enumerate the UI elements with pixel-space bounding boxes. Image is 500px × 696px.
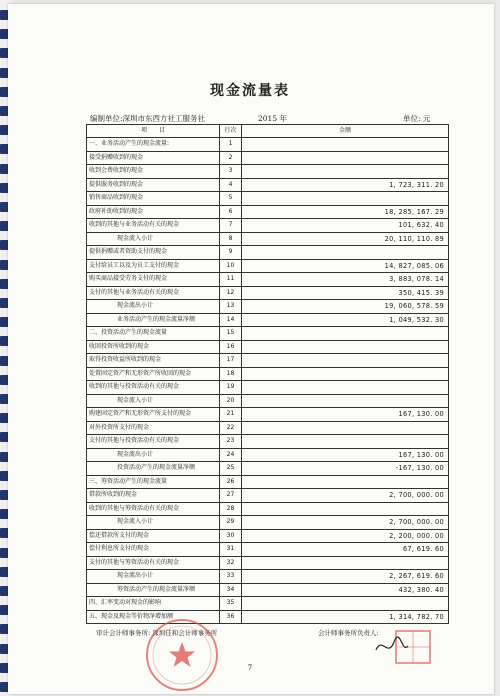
firm-partner-label: 会计师事务所负责人:	[318, 629, 379, 637]
row-item: 四、汇率变动对现金的影响	[87, 597, 220, 611]
row-amount	[242, 394, 449, 408]
table-row	[87, 192, 449, 206]
row-item: 取得投资收益所收到的现金	[87, 354, 220, 368]
table-row	[87, 408, 449, 422]
table-row	[87, 313, 449, 327]
table-row	[87, 286, 449, 300]
row-amount: 18, 285, 167. 29	[242, 205, 449, 219]
row-line-number: 13	[220, 300, 242, 314]
table-row	[87, 219, 449, 233]
row-item: 接受捐赠收到的现金	[87, 151, 220, 165]
table-row	[87, 583, 449, 597]
row-line-number: 18	[220, 367, 242, 381]
table-row	[87, 435, 449, 449]
table-row	[87, 448, 449, 462]
table-row	[87, 138, 449, 152]
row-amount	[242, 435, 449, 449]
row-item: 现金流入小计	[87, 232, 220, 246]
table-row	[87, 529, 449, 543]
row-line-number: 27	[220, 489, 242, 503]
row-amount	[242, 421, 449, 435]
row-item: 偿还借款所支付的现金	[87, 529, 220, 543]
row-line-number: 15	[220, 327, 242, 341]
row-line-number: 29	[220, 516, 242, 530]
table-row	[87, 381, 449, 395]
row-amount	[242, 165, 449, 179]
table-row	[87, 259, 449, 273]
row-amount	[242, 138, 449, 152]
row-line-number: 1	[220, 138, 242, 152]
row-line-number: 16	[220, 340, 242, 354]
row-item: 政府补助收到的现金	[87, 205, 220, 219]
row-amount	[242, 367, 449, 381]
row-line-number: 22	[220, 421, 242, 435]
row-item: 支付给员工以及为员工支付的现金	[87, 259, 220, 273]
row-line-number: 5	[220, 192, 242, 206]
row-line-number: 31	[220, 543, 242, 557]
row-item: 现金流出小计	[87, 300, 220, 314]
row-amount: 1, 723, 311. 20	[242, 178, 449, 192]
row-amount: 1, 049, 532. 30	[242, 313, 449, 327]
auditor-firm: 审计会计师事务所: 深圳佳和会计师事务所	[96, 629, 218, 637]
auditor-seal-stamp	[142, 615, 222, 695]
table-row	[87, 151, 449, 165]
row-item: 支付的其他与筹资活动有关的现金	[87, 556, 220, 570]
row-amount: 101, 632. 40	[242, 219, 449, 233]
row-line-number: 7	[220, 219, 242, 233]
table-row	[87, 273, 449, 287]
table-row	[87, 516, 449, 530]
table-row	[87, 246, 449, 260]
row-line-number: 20	[220, 394, 242, 408]
row-item: 现金流出小计	[87, 448, 220, 462]
table-header-row	[87, 125, 449, 138]
row-amount: 167, 130. 00	[242, 408, 449, 422]
row-amount: 350, 415. 39	[242, 286, 449, 300]
row-line-number: 2	[220, 151, 242, 165]
row-amount	[242, 502, 449, 516]
cash-flow-table	[86, 124, 449, 624]
row-line-number: 33	[220, 570, 242, 584]
row-item: 偿付利息所支付的现金	[87, 543, 220, 557]
header-item: 项 目	[87, 125, 220, 138]
row-item: 提供捐赠或者资助支付的现金	[87, 246, 220, 260]
row-item: 收到的其他与业务活动有关的现金	[87, 219, 220, 233]
table-row	[87, 475, 449, 489]
compiling-unit-label: 编制单位:	[90, 114, 123, 123]
row-item: 处置固定资产和无形资产所收回的现金	[87, 367, 220, 381]
currency-unit: 单位: 元	[403, 114, 431, 123]
document-title: 现金流量表	[210, 83, 290, 99]
row-amount	[242, 192, 449, 206]
row-amount	[242, 354, 449, 368]
row-item: 现金流入小计	[87, 516, 220, 530]
row-amount: 20, 110, 110. 89	[242, 232, 449, 246]
row-amount	[242, 327, 449, 341]
row-line-number: 32	[220, 556, 242, 570]
row-line-number: 4	[220, 178, 242, 192]
row-item: 购买商品接受劳务支付的现金	[87, 273, 220, 287]
row-amount	[242, 556, 449, 570]
row-item: 销售商品收到的现金	[87, 192, 220, 206]
row-amount: 19, 060, 578. 59	[242, 300, 449, 314]
row-line-number: 11	[220, 273, 242, 287]
table-row	[87, 610, 449, 624]
row-item: 对外投资所支付的现金	[87, 421, 220, 435]
table-row	[87, 502, 449, 516]
row-amount: -167, 130. 00	[242, 462, 449, 476]
row-line-number: 25	[220, 462, 242, 476]
table-row	[87, 421, 449, 435]
row-line-number: 10	[220, 259, 242, 273]
row-line-number: 28	[220, 502, 242, 516]
row-line-number: 6	[220, 205, 242, 219]
table-row	[87, 556, 449, 570]
row-item: 支付的其他与业务活动有关的现金	[87, 286, 220, 300]
row-amount: 67, 619. 60	[242, 543, 449, 557]
table-row	[87, 570, 449, 584]
table-row	[87, 340, 449, 354]
row-item: 提供服务收到的现金	[87, 178, 220, 192]
compiling-unit-name: 深圳市东西方社工服务社	[122, 114, 206, 123]
table-row	[87, 597, 449, 611]
row-line-number: 19	[220, 381, 242, 395]
row-amount	[242, 381, 449, 395]
row-item: 收到会费收到的现金	[87, 165, 220, 179]
row-item: 收回投资所收到的现金	[87, 340, 220, 354]
row-line-number: 34	[220, 583, 242, 597]
table-row	[87, 300, 449, 314]
row-line-number: 17	[220, 354, 242, 368]
row-item: 收到的其他与投资活动有关的现金	[87, 381, 220, 395]
table-row	[87, 367, 449, 381]
row-line-number: 26	[220, 475, 242, 489]
row-amount: 2, 700, 000. 00	[242, 516, 449, 530]
row-line-number: 23	[220, 435, 242, 449]
page-number: 7	[247, 664, 253, 672]
row-amount: 167, 130. 00	[242, 448, 449, 462]
header-amount: 金额	[242, 125, 449, 138]
table-row	[87, 232, 449, 246]
row-line-number: 3	[220, 165, 242, 179]
row-amount	[242, 597, 449, 611]
header-line: 行次	[220, 125, 242, 138]
row-amount: 3, 883, 078. 14	[242, 273, 449, 287]
row-item: 二、投资活动产生的现金流量	[87, 327, 220, 341]
row-item: 三、筹资活动产生的现金流量	[87, 475, 220, 489]
row-amount: 2, 200, 000. 00	[242, 529, 449, 543]
row-line-number: 36	[220, 610, 242, 624]
table-row	[87, 354, 449, 368]
table-row	[87, 178, 449, 192]
row-amount: 2, 700, 000. 00	[242, 489, 449, 503]
row-line-number: 8	[220, 232, 242, 246]
table-row	[87, 165, 449, 179]
row-item: 借款所收到的现金	[87, 489, 220, 503]
row-line-number: 24	[220, 448, 242, 462]
row-line-number: 12	[220, 286, 242, 300]
row-item: 购建固定资产和无形资产所支付的现金	[87, 408, 220, 422]
compiling-unit	[90, 113, 205, 124]
table-row	[87, 489, 449, 503]
table-row	[87, 205, 449, 219]
row-line-number: 30	[220, 529, 242, 543]
row-amount	[242, 340, 449, 354]
row-line-number: 21	[220, 408, 242, 422]
row-item: 一、业务活动产生的现金流量:	[87, 138, 220, 152]
row-item: 筹资活动产生的现金流量净额	[87, 583, 220, 597]
table-row	[87, 462, 449, 476]
row-item: 五、现金及现金等价物净增加额	[87, 610, 220, 624]
row-amount: 14, 827, 085. 06	[242, 259, 449, 273]
row-amount	[242, 246, 449, 260]
row-amount: 2, 267, 619. 60	[242, 570, 449, 584]
row-item: 业务活动产生的现金流量净额	[87, 313, 220, 327]
partner-signature-stamp	[372, 628, 436, 668]
row-amount	[242, 151, 449, 165]
row-line-number: 9	[220, 246, 242, 260]
row-amount: 432, 380. 40	[242, 583, 449, 597]
row-item: 收到的其他与筹资活动有关的现金	[87, 502, 220, 516]
row-line-number: 14	[220, 313, 242, 327]
table-row	[87, 543, 449, 557]
report-year: 2015 年	[258, 114, 287, 123]
table-row	[87, 394, 449, 408]
row-item: 支付的其他与投资活动有关的现金	[87, 435, 220, 449]
row-item: 现金流出小计	[87, 570, 220, 584]
row-amount	[242, 475, 449, 489]
row-item: 现金流入小计	[87, 394, 220, 408]
row-item: 投资活动产生的现金流量净额	[87, 462, 220, 476]
row-amount: 1, 314, 782. 70	[242, 610, 449, 624]
row-line-number: 35	[220, 597, 242, 611]
table-row	[87, 327, 449, 341]
